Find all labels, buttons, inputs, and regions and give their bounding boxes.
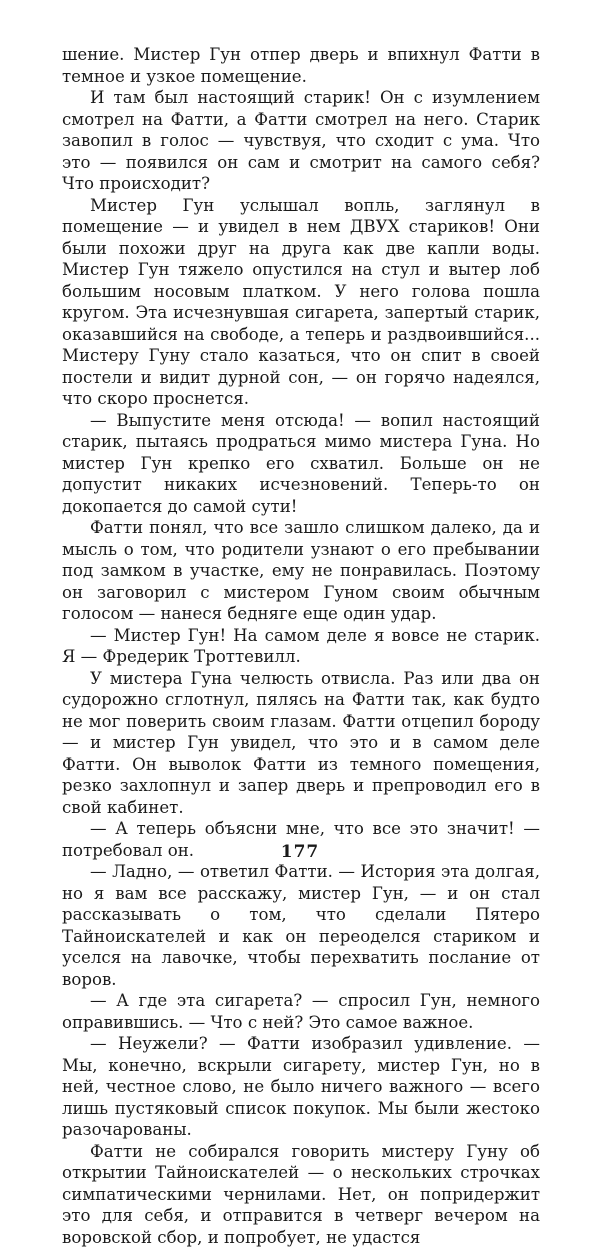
paragraph: Фатти понял, что все зашло слишком далеко, да и мысль о том, что родители узнают о его пребывании под замком в участке, ему не понравилась. Поэтому он заговорил с мистером Гуном своим обычным голосом — нанеся бедняге еще один удар.	[62, 517, 540, 625]
paragraph: И там был настоящий старик! Он с изумлением смотрел на Фатти, а Фатти смотрел на него. Старик завопил в голос — чувствуя, что сходит с ума. Что это — появился он сам и смотрит на самого себя? Что происходит?	[62, 87, 540, 195]
paragraph: — Мистер Гун! На самом деле я вовсе не старик. Я — Фредерик Троттевилл.	[62, 625, 540, 668]
paragraph: шение. Мистер Гун отпер дверь и впихнул Фатти в темное и узкое помещение.	[62, 44, 540, 87]
paragraph: — Выпустите меня отсюда! — вопил настоящий старик, пытаясь продраться мимо мистера Гуна. Но мистер Гун крепко его схватил. Больше он не допустит никаких исчезновений. Теперь-то он докопается до самой сути!	[62, 410, 540, 518]
paragraph: — А где эта сигарета? — спросил Гун, немного оправившись. — Что с ней? Это самое важное.	[62, 990, 540, 1033]
paragraph: — А теперь объясни мне, что все это значит! — потребовал он.	[62, 818, 540, 861]
body-text	[62, 44, 540, 1248]
paragraph: — Неужели? — Фатти изобразил удивление. — Мы, конечно, вскрыли сигарету, мистер Гун, но в ней, честное слово, не было ничего важного — всего лишь пустяковый список покупок. Мы были жестоко разочарованы.	[62, 1033, 540, 1141]
paragraph: Фатти не собирался говорить мистеру Гуну об открытии Тайноискателей — о нескольких строчках симпатическими чернилами. Нет, он попридержит это для себя, и отправится в четверг вечером на воровской сбор, и попробует, не удастся	[62, 1141, 540, 1248]
page-number: 177	[0, 842, 600, 862]
paragraph: Мистер Гун услышал вопль, заглянул в помещение — и увидел в нем ДВУХ стариков! Они были похожи друг на друга как две капли воды. Мистер Гун тяжело опустился на стул и вытер лоб большим носовым платком. У него голова пошла кругом. Эта исчезнувшая сигарета, запертый старик, оказавшийся на свободе, а теперь и раздвоившийся... Мистеру Гуну стало казаться, что он спит в своей постели и видит дурной сон, — он горячо надеялся, что скоро проснется.	[62, 195, 540, 410]
paragraph: — Ладно, — ответил Фатти. — История эта долгая, но я вам все расскажу, мистер Гун, — и он стал рассказывать о том, что сделали Пятеро Тайноискателей и как он переоделся стариком и уселся на лавочке, чтобы перехватить послание от воров.	[62, 861, 540, 990]
paragraph: У мистера Гуна челюсть отвисла. Раз или два он судорожно сглотнул, пялясь на Фатти так, как будто не мог поверить своим глазам. Фатти отцепил бороду — и мистер Гун увидел, что это и в самом деле Фатти. Он выволок Фатти из темного помещения, резко захлопнул и запер дверь и препроводил его в свой кабинет.	[62, 668, 540, 819]
